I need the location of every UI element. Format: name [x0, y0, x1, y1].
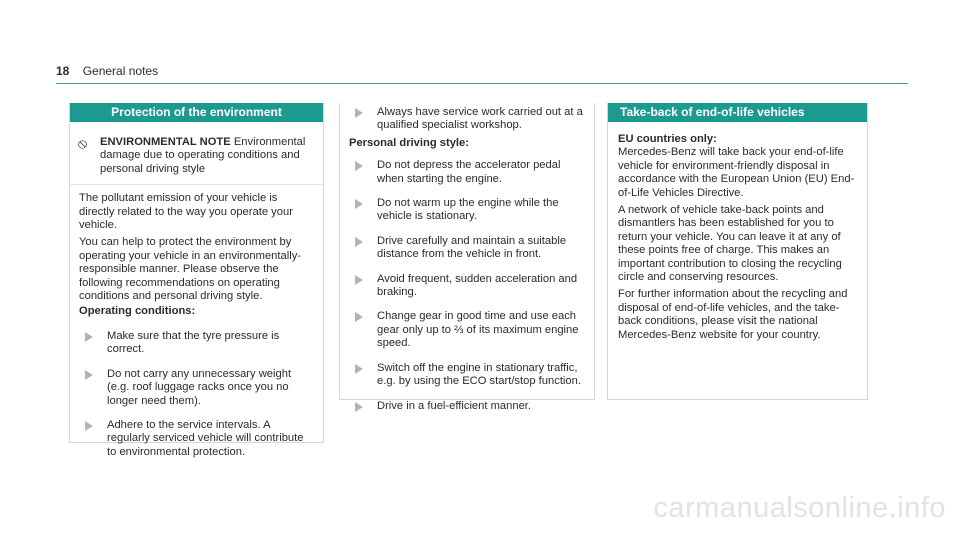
note-label: ENVIRONMENTAL NOTE — [100, 136, 231, 148]
bullet-arrow-icon — [355, 199, 363, 209]
operating-conditions-list — [79, 330, 313, 459]
environment-title: Protection of the environment — [70, 103, 323, 122]
bullet-arrow-icon — [355, 237, 363, 247]
list-item: Drive in a fuel-efficient manner. — [349, 400, 584, 413]
environment-note-icon: ⦸ — [78, 135, 88, 151]
list-item: Change gear in good time and use each gear only up to ⅔ of its maximum engine speed. — [349, 310, 584, 350]
header-rule — [56, 83, 908, 84]
bullet-arrow-icon — [85, 332, 93, 342]
bullet-arrow-icon — [355, 312, 363, 322]
take-back-column — [607, 103, 868, 400]
take-back-title: Take-back of end-of-life vehicles — [608, 103, 867, 122]
driving-style-list — [349, 159, 584, 413]
page-number: 18 — [56, 64, 70, 78]
list-item: Drive carefully and maintain a suitable distance from the vehicle in front. — [349, 235, 584, 262]
note-text: Environmental damage due to operating conditions and personal driving style — [100, 136, 306, 175]
bullet-arrow-icon — [85, 421, 93, 431]
bullet-arrow-icon — [355, 275, 363, 285]
bullet-arrow-icon — [355, 108, 363, 118]
protect-paragraph: You can help to protect the environment by operating your vehicle in an environmentally-responsible manner. Please observe the following recommendations on operating conditions and personal driving style. — [79, 236, 302, 303]
list-item: Always have service work carried out at a qualified specialist workshop. — [349, 106, 584, 133]
watermark: carmanualsonline.info — [653, 492, 946, 524]
driving-column — [339, 103, 595, 412]
list-item: Do not depress the accelerator pedal when starting the engine. — [349, 159, 584, 186]
list-item: Do not warm up the engine while the vehicle is stationary. — [349, 197, 584, 224]
environment-column — [69, 103, 324, 458]
environmental-note — [70, 122, 323, 185]
list-item: Adhere to the service intervals. A regularly serviced vehicle will contribute to environmental protection. — [79, 419, 313, 459]
bullet-arrow-icon — [355, 161, 363, 171]
list-item: Switch off the engine in stationary traffic, e.g. by using the ECO start/stop function. — [349, 362, 584, 389]
further-info-paragraph: For further information about the recycling and disposal of end-of-life vehicles, and the take-back conditions, please visit the national Mercedes-Benz website for your country. — [618, 288, 848, 341]
section-title: General notes — [82, 64, 159, 78]
service-list — [349, 106, 584, 133]
take-back-paragraph: Mercedes-Benz will take back your end-of-life vehicle for environment-friendly disposal in accordance with the European Union (EU) End-of-Life Vehicles Directive. — [618, 146, 855, 199]
pollutant-paragraph: The pollutant emission of your vehicle is directly related to the way you operate your vehicle. — [79, 192, 293, 232]
personal-driving-heading: Personal driving style: — [349, 136, 469, 149]
bullet-arrow-icon — [85, 370, 93, 380]
list-item: Do not carry any unnecessary weight (e.g. roof luggage racks once you no longer need them). — [79, 368, 313, 408]
list-item: Avoid frequent, sudden acceleration and braking. — [349, 273, 584, 300]
bullet-arrow-icon — [355, 402, 363, 412]
operating-conditions-heading: Operating conditions: — [79, 305, 196, 318]
eu-countries-heading: EU countries only: — [618, 133, 717, 145]
network-paragraph: A network of vehicle take-back points and dismantlers has been established for you to return your vehicle. You can leave it at any of these points free of charge. This makes an important contribution to closing the recycling circle and conserving resources. — [618, 204, 842, 284]
page-header — [56, 64, 158, 78]
list-item: Make sure that the tyre pressure is correct. — [79, 330, 313, 357]
bullet-arrow-icon — [355, 364, 363, 374]
